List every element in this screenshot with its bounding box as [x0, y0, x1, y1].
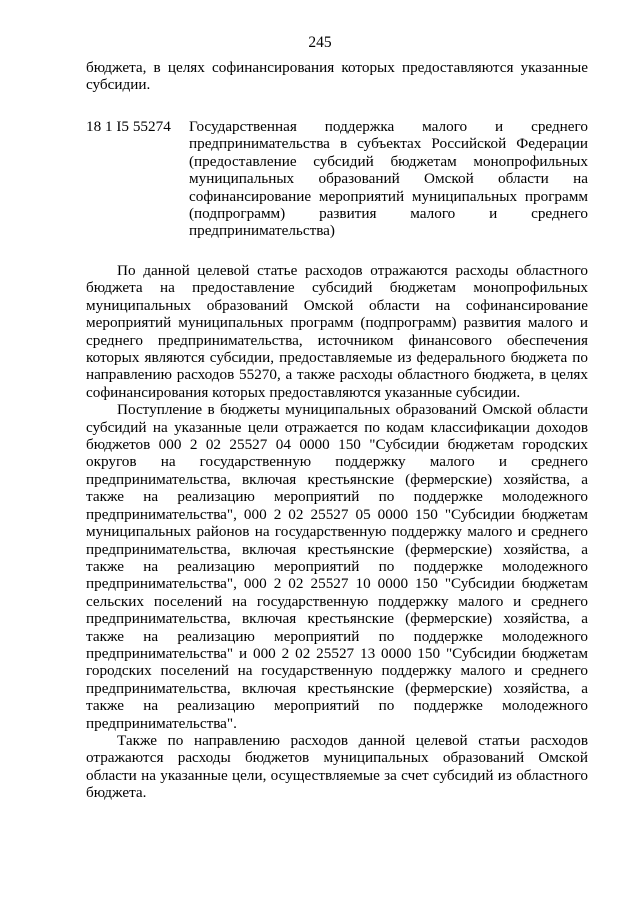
body-text [86, 262, 588, 802]
page-number: 245 [308, 34, 332, 51]
paragraph-expenses: По данной целевой статье расходов отражаются расходы областного бюджета на предоставление субсидий бюджетам монопрофильных муниципальных образований Омской области на софинансирование мероприятий муниципальных программ (подпрограмм) развития малого и среднего предпринимательства, источником финансового обеспечения которых являются субсидии, предоставляемые из федерального бюджета по направлению расходов 55270, а также расходы областного бюджета, в целях софинансирования которых предоставляются указанные субсидии. [86, 262, 588, 401]
paragraph-municipal-expenses: Также по направлению расходов данной целевой статьи расходов отражаются расходы бюджетов муниципальных образований Омской области на указанные цели, осуществляемые за счет субсидий из областного бюджета. [86, 731, 588, 802]
budget-classification-code: 18 1 I5 55274 [86, 118, 171, 135]
budget-code-title: Государственная поддержка малого и среднего предпринимательства в субъектах Российской Федерации (предоставление субсидий бюджетам монопрофильных муниципальных образований Омской области на софинансирование мероприятий муниципальных программ (подпрограмм) развития малого и среднего предпринимательства) [189, 118, 588, 240]
intro-paragraph: бюджета, в целях софинансирования которых предоставляются указанные субсидии. [86, 59, 588, 94]
paragraph-revenue-codes: Поступление в бюджеты муниципальных образований Омской области субсидий на указанные цели отражается по кодам классификации доходов бюджетов 000 2 02 25527 04 0000 150 "Субсидии бюджетам городских округов на государственную поддержку малого и среднего предпринимательства, включая крестьянские (фермерские) хозяйства, а также на реализацию мероприятий по поддержке молодежного предпринимательства", 000 2 02 25527 05 0000 150 "Субсидии бюджетам муниципальных районов на государственную поддержку малого и среднего предпринимательства, включая крестьянские (фермерские) хозяйства, а также на реализацию мероприятий по поддержке молодежного предпринимательства", 000 2 02 25527 10 0000 150 "Субсидии бюджетам сельских поселений на государственную поддержку малого и среднего предпринимательства, включая крестьянские (фермерские) хозяйства, а также на реализацию мероприятий по поддержке молодежного предпринимательства" и 000 2 02 25527 13 0000 150 "Субсидии бюджетам городских поселений на государственную поддержку малого и среднего предпринимательства, включая крестьянские (фермерские) хозяйства, а также на реализацию мероприятий по поддержке молодежного предпринимательства". [86, 401, 588, 732]
